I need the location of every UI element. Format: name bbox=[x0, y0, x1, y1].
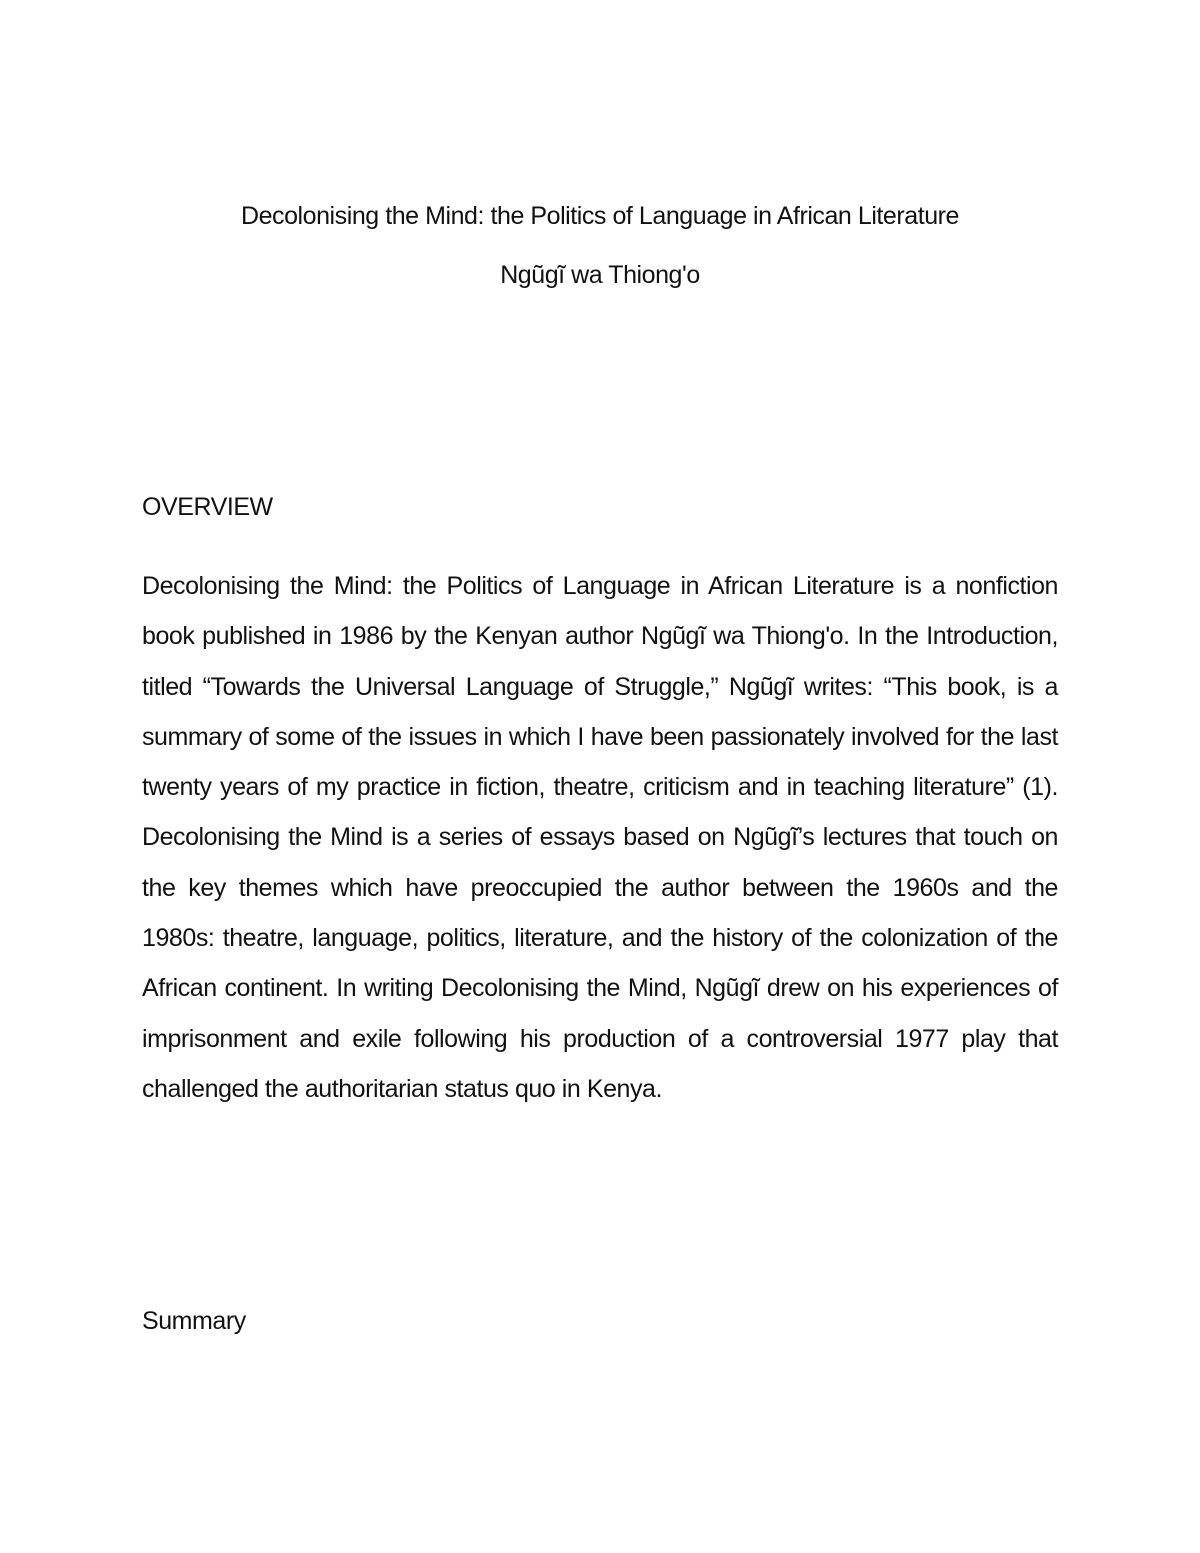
document-author: Ngũgĩ wa Thiong'o bbox=[500, 261, 700, 289]
document-title: Decolonising the Mind: the Politics of Language in African Literature bbox=[240, 202, 959, 230]
overview-heading: OVERVIEW bbox=[142, 493, 273, 521]
overview-paragraph: Decolonising the Mind: the Politics of Language in African Literature is a nonfiction book published in 1986 by the Kenyan author Ngũgĩ wa Thiong'o. In the Introduction, titled “Towards the Universal Language of Struggle,” Ngũgĩ writes: “This book, is a summary of some of the issues in which I have been passionately involved for the last twenty years of my practice in fiction, theatre, criticism and in teaching literature” (1). Decolonising the Mind is a series of essays based on Ngũgĩ’s lectures that touch on the key themes which have preoccupied the author between the 1960s and the 1980s: theatre, language, politics, literature, and the history of the colonization of the African continent. In writing Decolonising the Mind, Ngũgĩ drew on his experiences of imprisonment and exile following his production of a controversial 1977 play that challenged the authoritarian status quo in Kenya. bbox=[142, 572, 1058, 1103]
summary-heading: Summary bbox=[142, 1307, 246, 1335]
